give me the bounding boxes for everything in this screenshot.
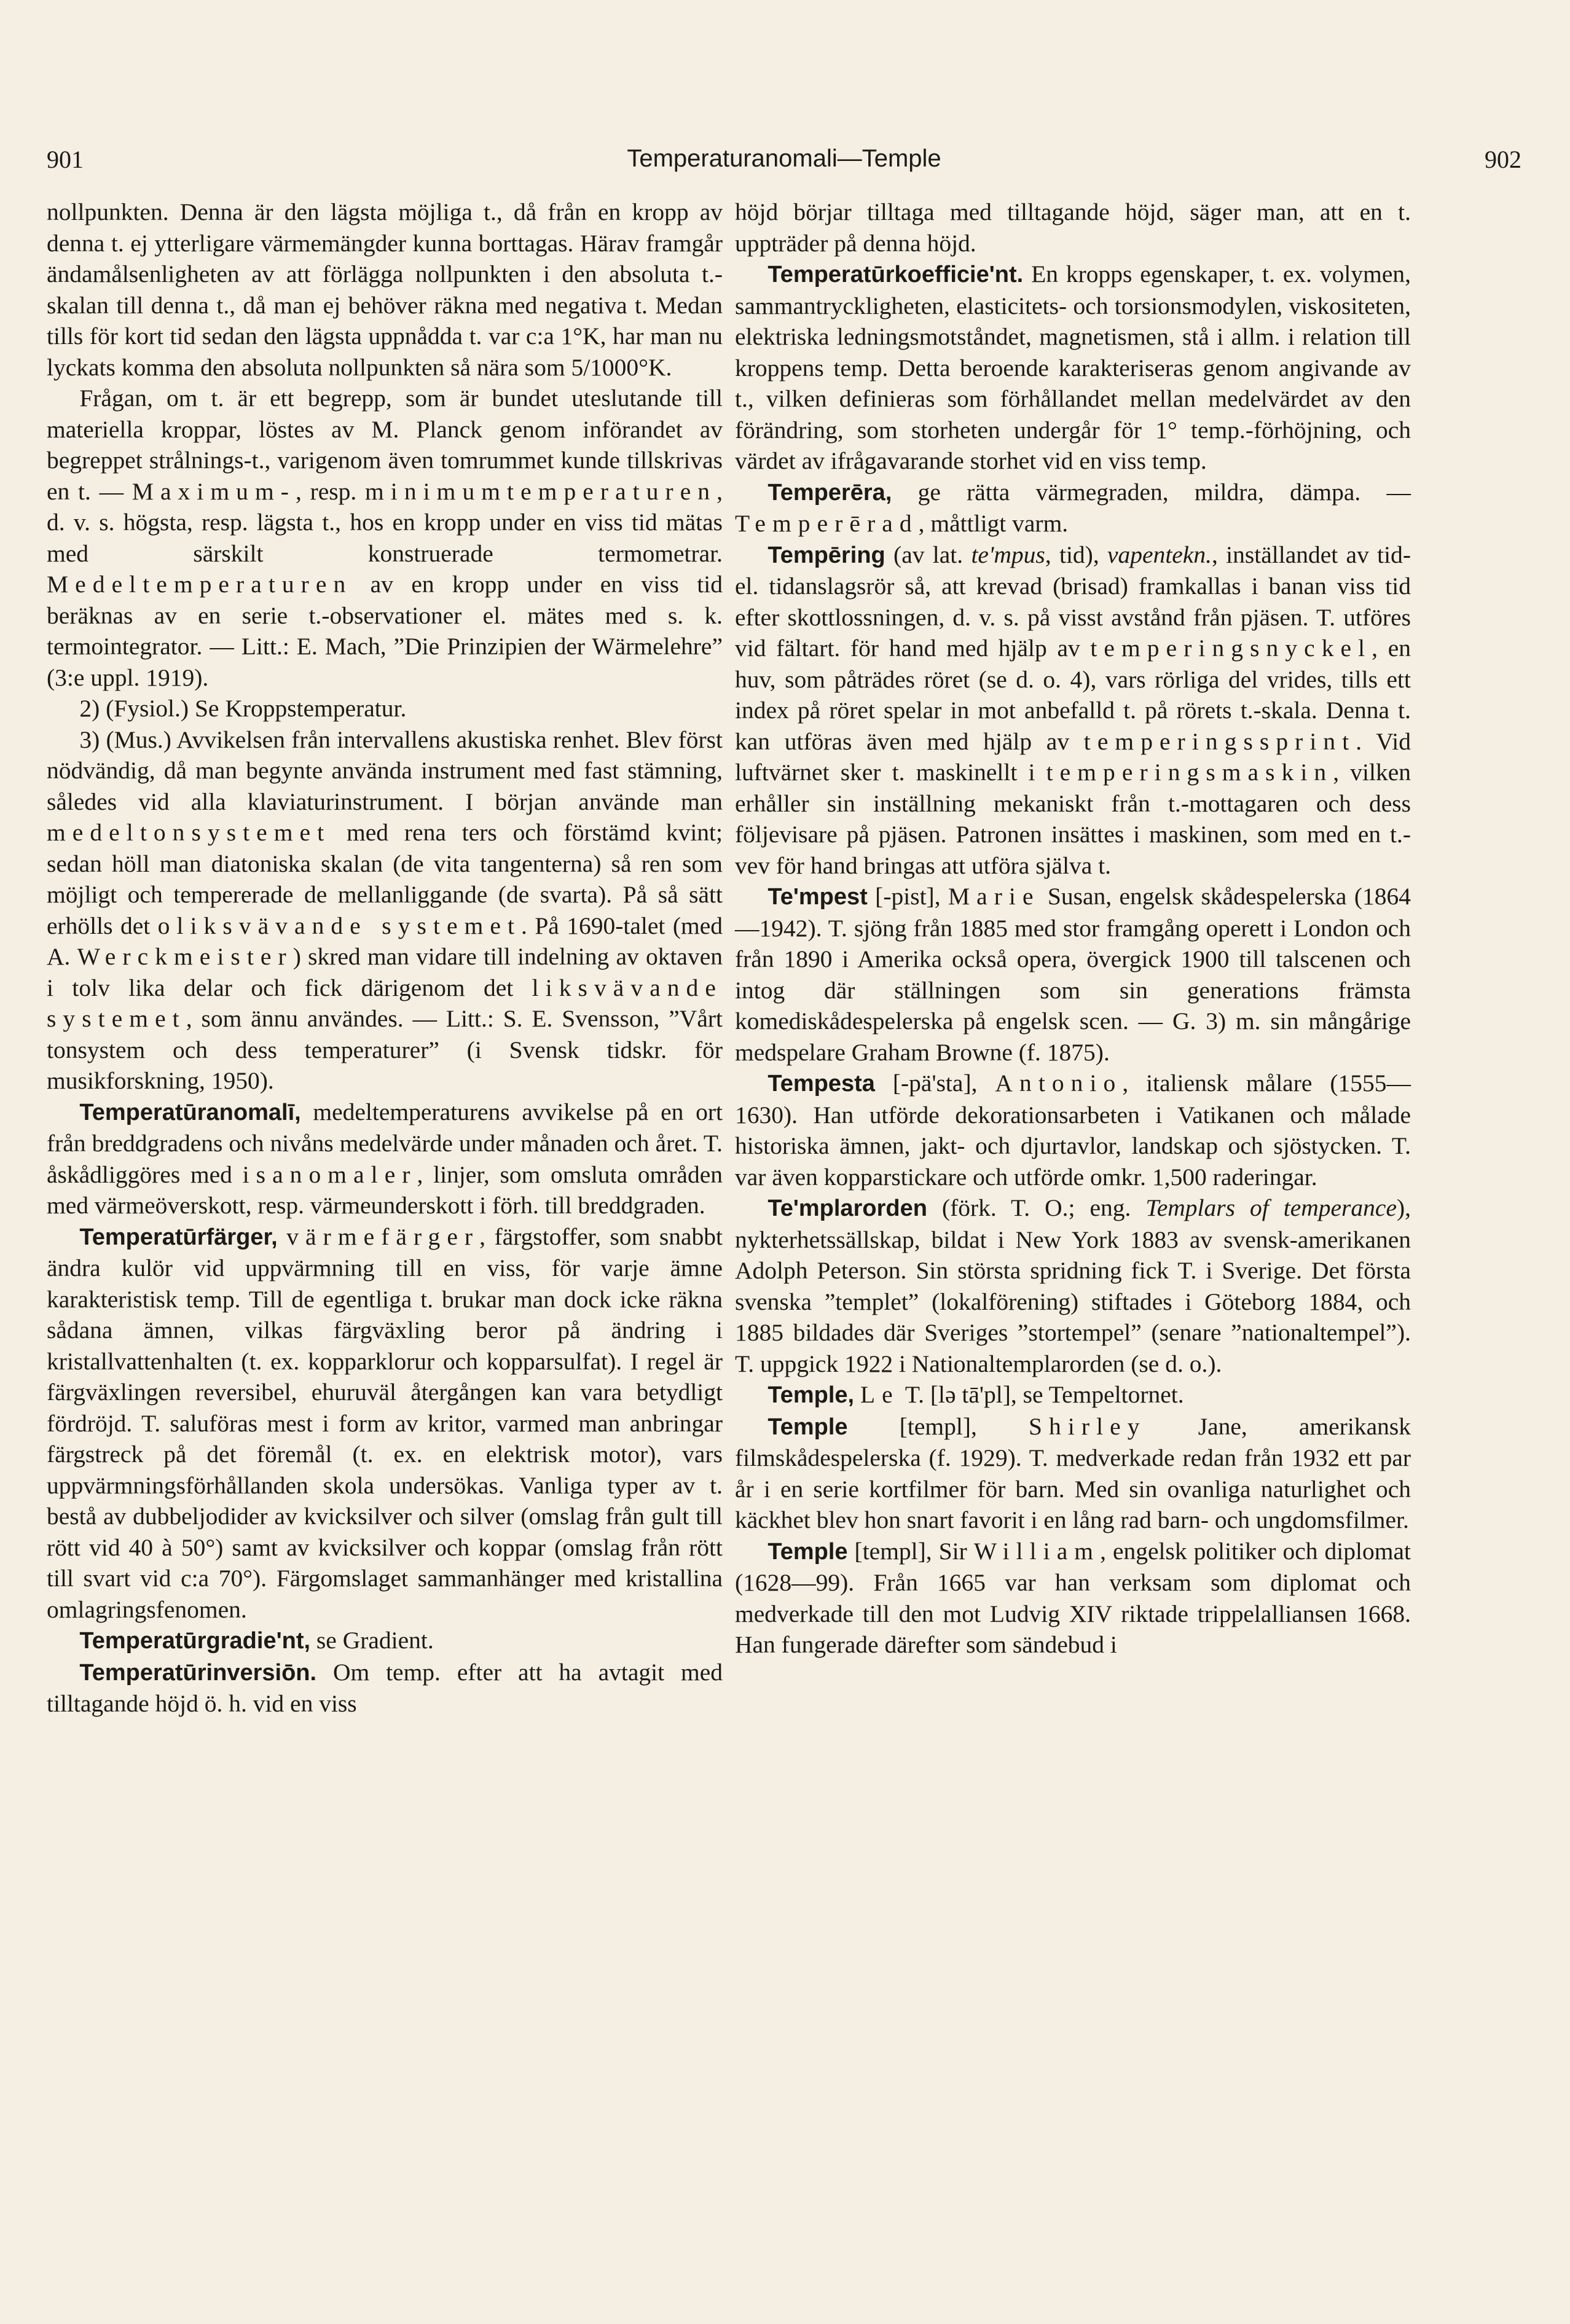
paragraph-fysiol: 2) (Fysiol.) Se Kroppstemperatur. <box>79 695 407 722</box>
headword: Temperēra, <box>767 479 892 506</box>
entry-tempest: Te'mpest [-pist], Marie Susan, engelsk skådespelerska (1864—1942). T. sjöng från 1885 med stor framgång operett i London och från 1890 i Amerika också opera, övergick 1900 till talscenen och intog där ställningen som sin generations främsta komediskådespelerska på engelsk scen. — G. 3) m. sin mångårige medspelare Graham Browne (f. 1875). <box>735 883 1411 1066</box>
entry-temple-shirley: Temple [templ], Shirley Jane, amerikansk filmskådespelerska (f. 1929). T. medverkade redan från 1932 ett par år i en serie kortfilmer för barn. Med sin ovanliga naturlighet och käckhet blev hon snart favorit i en lång rad barn- och ungdomsfilmer. <box>735 1412 1411 1533</box>
headword: Temperatūrgradie'nt, <box>79 1628 311 1654</box>
headword: Temple <box>767 1538 848 1565</box>
headword: Te'mplarorden <box>767 1195 927 1221</box>
entry-temperera: Temperēra, ge rätta värmegraden, mildra, dämpa. — Temperērad, måttligt varm. <box>735 478 1411 537</box>
headword: Temperatūranomalī, <box>79 1099 301 1125</box>
entry-temple-le-t: Temple, Le T. [lə tā'pl], se Tempeltornet. <box>767 1381 1184 1408</box>
headword: Tempesta <box>767 1071 875 1097</box>
entry-templarorden: Te'mplarorden (förk. T. O.; eng. Templars of temperance), nykterhetssällskap, bildat i New York 1883 av svensk-amerikanen Adolph Peterson. Sin största spridning fick T. i Sverige. Det första svenska ”templet” (lokalförening) stiftades i Göteborg 1884, och 1885 bildades där Sveriges ”stortempel” (senare ”nationaltempel”). T. uppgick 1922 i Nationaltemplarorden (se d. o.). <box>735 1194 1411 1377</box>
page-header <box>47 145 1521 182</box>
paragraph-nollpunkten: nollpunkten. Denna är den lägsta möjliga t., då från en kropp av denna t. ej ytterligare värmemängder kunna borttagas. Härav framgår ändamålsenligheten av att förlägga nollpunkten i den absoluta t.-skalan till denna t., då man ej behöver räkna med negativa t. Medan tills för kort tid sedan den lägsta uppnådda t. var c:a 1°K, har man nu lyckats komma den absoluta nollpunkten så nära som 5/1000°K. <box>47 198 723 381</box>
entry-tempesta: Tempesta [-pä'sta], Antonio, italiensk målare (1555—1630). Han utförde dekorationsarbeten i Vatikanen och målade historiska ämnen, jakt- och djurtavlor, landskap och sjöstycken. T. var även kopparstickare och utförde omkr. 1,500 raderingar. <box>735 1070 1411 1191</box>
running-title: Temperaturanomali—Temple <box>627 145 941 172</box>
entry-temperaturkoefficient: Temperatūrkoefficie'nt. En kropps egenskaper, t. ex. volymen, sammantryckligheten, elasticitets- och torsionsmodylen, viskositeten, elektriska ledningsmotståndet, magnetismen, stå i allm. i relation till kroppens temp. Detta beroende karakteriseras genom angivande av t., vilken definieras som förhållandet mellan medelvärdet av den förändring, som storheten undergår för 1° temp.-förhöjning, och värdet av ifrågavarande storhet vid en viss temp. <box>735 260 1411 474</box>
headword: Temple, <box>767 1382 855 1408</box>
entry-temperaturinversion: Temperatūrinversiōn. Om temp. efter att ha avtagit med tilltagande höjd ö. h. vid en viss <box>47 1658 723 1717</box>
right-column <box>735 197 1411 1661</box>
headword: Tempēring <box>767 542 885 568</box>
page-number-left: 901 <box>47 146 84 173</box>
entry-temperaturfarger: Temperatūrfärger, värmefärger, färgstoffer, som snabbt ändra kulör vid uppvärmning till en viss, för varje ämne karakteristisk temp. Till de egentliga t. brukar man dock icke räkna sådana ämnen, vilkas färgväxling beror på ändring i kristallvattenhalten (t. ex. kopparklorur och kopparsulfat). I regel är färgväxlingen reversibel, ehuruväl återgången kan vara betydligt fördröjd. T. saluföras mest i form av kritor, varmed man anbringar färgstreck på det föremål (t. ex. en elektrisk motor), vars uppvärmningsförhållanden skola undersökas. Vanliga typer av t. bestå av dubbeljodider av kvicksilver och silver (omslag från gult till rött vid 40 à 50°) samt av kvicksilver och koppar (omslag från rött till svart vid c:a 70°). Färgomslaget sammanhänger med kristallina omlagringsfenomen. <box>47 1223 723 1623</box>
left-column <box>47 197 723 1720</box>
entry-temperaturanomali: Temperatūranomalī, medeltemperaturens avvikelse på en ort från breddgradens och nivåns medelvärde under månaden och året. T. åskådliggöres med isanomaler, linjer, som omsluta områden med värmeöverskott, resp. värmeunderskott i förh. till breddgraden. <box>47 1098 723 1219</box>
entry-temperaturgradient: Temperatūrgradie'nt, se Gradient. <box>79 1627 434 1654</box>
headword: Temperatūrinversiōn. <box>79 1659 317 1686</box>
page-number-right: 902 <box>1485 146 1521 173</box>
paragraph-mus: 3) (Mus.) Avvikelsen från intervallens akustiska renhet. Blev först nödvändig, då man begynte använda instrument med fast stämning, således vid alla klaviaturinstrument. I början använde man medeltonsystemet med rena ters och förstämd kvint; sedan höll man diatoniska skalan (de vita tangenterna) så ren som möjligt och tempererade de mellanliggande (de svarta). På så sätt erhölls det oliksvävande systemet. På 1690-talet (med A. Werckmeister) skred man vidare till indelning av oktaven i tolv lika delar och fick därigenom det liksvävande systemet, som ännu användes. — Litt.: S. E. Svensson, ”Vårt tonsystem och dess temperaturer” (i Svensk tidskr. för musikforskning, 1950). <box>47 726 723 1094</box>
entry-tempering: Tempēring (av lat. te'mpus, tid), vapentekn., inställandet av tid- el. tidanslagsrör så, att krevad (brisad) framkallas i banan viss tid efter skottlossningen, d. v. s. på visst avstånd från pjäsen. T. utföres vid fältart. för hand med hjälp av temperingsnyckel, en huv, som påträdes röret (se d. o. 4), vars rörliga del vrides, tills ett index på röret spelar in mot anbefalld t. på rörets t.-skala. Denna t. kan utföras även med hjälp av temperingssprint. Vid luftvärnet sker t. maskinellt i temperingsmaskin, vilken erhåller sin inställning mekaniskt från t.-mottagaren och dess följevisare på pjäsen. Patronen insättes i maskinen, som med en t.-vev för hand bringas att utföra själva t. <box>735 541 1411 879</box>
paragraph-continuation: höjd börjar tilltaga med tilltagande höjd, säger man, att en t. uppträder på denna höjd. <box>735 198 1411 257</box>
headword: Temperatūrkoefficie'nt. <box>767 262 1024 288</box>
headword: Te'mpest <box>767 884 868 910</box>
entry-temple-william: Temple [templ], Sir William, engelsk politiker och diplomat (1628—99). Från 1665 var han verksam som diplomat och medverkade till den mot Ludvig XIV riktade trippelalliansen 1668. Han fungerade därefter som sändebud i <box>735 1537 1411 1658</box>
headword: Temperatūrfärger, <box>79 1224 278 1250</box>
paragraph-planck: Frågan, om t. är ett begrepp, som är bundet uteslutande till materiella kroppar, löstes av M. Planck genom införandet av begreppet strålnings-t., varigenom även tomrummet kunde tillskrivas en t. — Maximum-, resp. minimumtemperaturen, d. v. s. högsta, resp. lägsta t., hos en kropp under en viss tid mätas med särskilt konstruerade termometrar. Medeltemperaturen av en kropp under en viss tid beräknas av en serie t.-observationer el. mätes med s. k. termointegrator. — Litt.: E. Mach, ”Die Prinzipien der Wärmelehre” (3:e uppl. 1919). <box>47 385 723 691</box>
headword: Temple <box>767 1414 848 1440</box>
